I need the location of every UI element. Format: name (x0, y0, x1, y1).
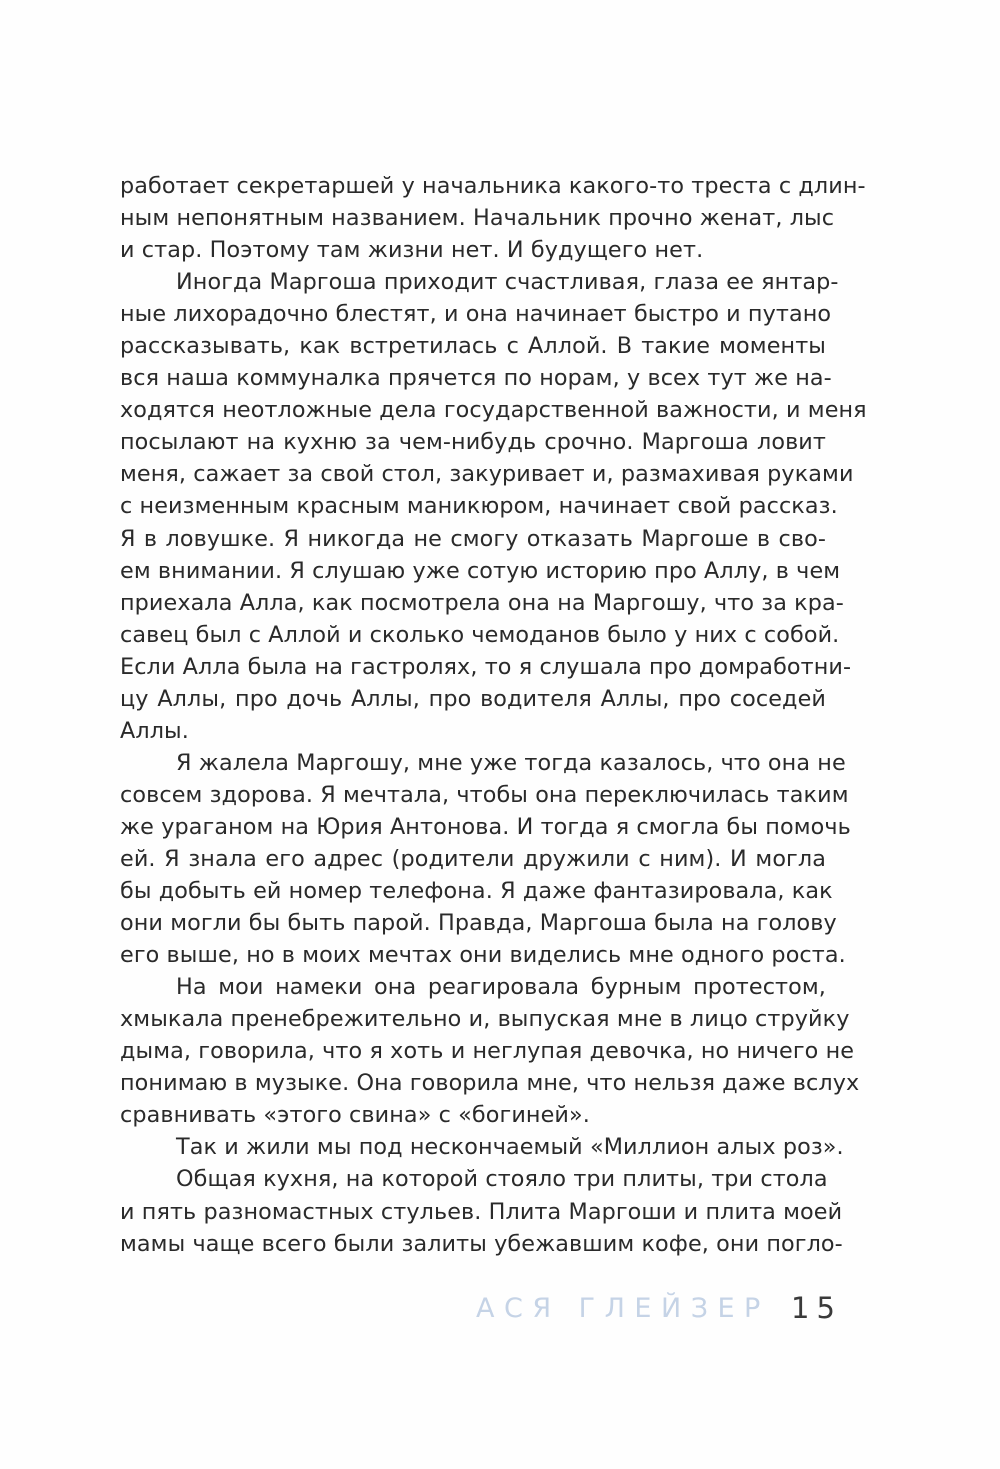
text-line: Я жалела Маргошу, мне уже тогда казалось, что она не (176, 749, 846, 776)
text-line: ем внимании. Я слушаю уже сотую историю про Аллу, в чем (120, 557, 841, 584)
text-line: же ураганом на Юрия Антонова. И тогда я смогла бы помочь (120, 813, 851, 840)
text-line: Так и жили мы под нескончаемый «Миллион алых роз». (176, 1134, 844, 1161)
text-line: меня, сажает за свой стол, закуривает и, размахивая руками (120, 461, 854, 488)
text-line: сравнивать «этого свина» с «богиней». (120, 1102, 590, 1129)
text-line: с неизменным красным маникюром, начинает свой рассказ. (120, 493, 838, 520)
text-line: цу Аллы, про дочь Аллы, про водителя Аллы, про соседей (120, 685, 826, 712)
text-line: ей. Я знала его адрес (родители дружили с ним). И могла (120, 845, 826, 872)
text-line: ные лихорадочно блестят, и она начинает быстро и путано (120, 301, 832, 328)
text-line: Если Алла была на гастролях, то я слушала про домработни- (120, 653, 852, 680)
text-line: работает секретаршей у начальника какого-то треста с длин- (120, 173, 866, 199)
text-line: хмыкала пренебрежительно и, выпуская мне в лицо струйку (120, 1006, 850, 1033)
text-line: его выше, но в моих мечтах они виделись мне одного роста. (120, 942, 846, 969)
text-line: мамы чаще всего были залиты убежавшим кофе, они погло- (120, 1230, 843, 1257)
text-line: савец был с Аллой и сколько чемоданов было у них с собой. (120, 621, 840, 648)
text-line: посылают на кухню за чем-нибудь срочно. Маргоша ловит (120, 429, 826, 456)
text-line: бы добыть ей номер телефона. Я даже фантазировала, как (120, 878, 833, 905)
running-footer-author: АСЯ ГЛЕЙЗЕР (476, 1293, 770, 1324)
text-line: Я в ловушке. Я никогда не смогу отказать Маргоше в сво- (120, 525, 826, 552)
text-line: Аллы. (120, 717, 189, 744)
text-line: и пять разномастных стульев. Плита Маргоши и плита моей (120, 1198, 843, 1225)
page-number: 15 (791, 1291, 842, 1325)
text-line: Общая кухня, на которой стояло три плиты, три стола (176, 1166, 828, 1193)
text-line: они могли бы быть парой. Правда, Маргоша была на голову (120, 910, 837, 937)
text-line: приехала Алла, как посмотрела она на Маргошу, что за кра- (120, 589, 844, 616)
text-line: совсем здорова. Я мечтала, чтобы она переключилась таким (120, 781, 849, 808)
text-line: рассказывать, как встретилась с Аллой. В такие моменты (120, 333, 826, 360)
text-line: и стар. Поэтому там жизни нет. И будущего нет. (120, 237, 704, 264)
text-line: ходятся неотложные дела государственной важности, и меня (120, 397, 867, 424)
text-line: На мои намеки она реагировала бурным протестом, (176, 974, 826, 1001)
body-text (120, 170, 867, 1260)
text-line: дыма, говорила, что я хоть и неглупая девочка, но ничего не (120, 1038, 855, 1065)
text-line: Иногда Маргоша приходит счастливая, глаза ее янтар- (176, 269, 839, 296)
text-line: ным непонятным названием. Начальник прочно женат, лыс (120, 205, 835, 232)
text-line: вся наша коммуналка прячется по норам, у всех тут же на- (120, 365, 832, 392)
text-line: понимаю в музыке. Она говорила мне, что нельзя даже вслух (120, 1070, 860, 1097)
